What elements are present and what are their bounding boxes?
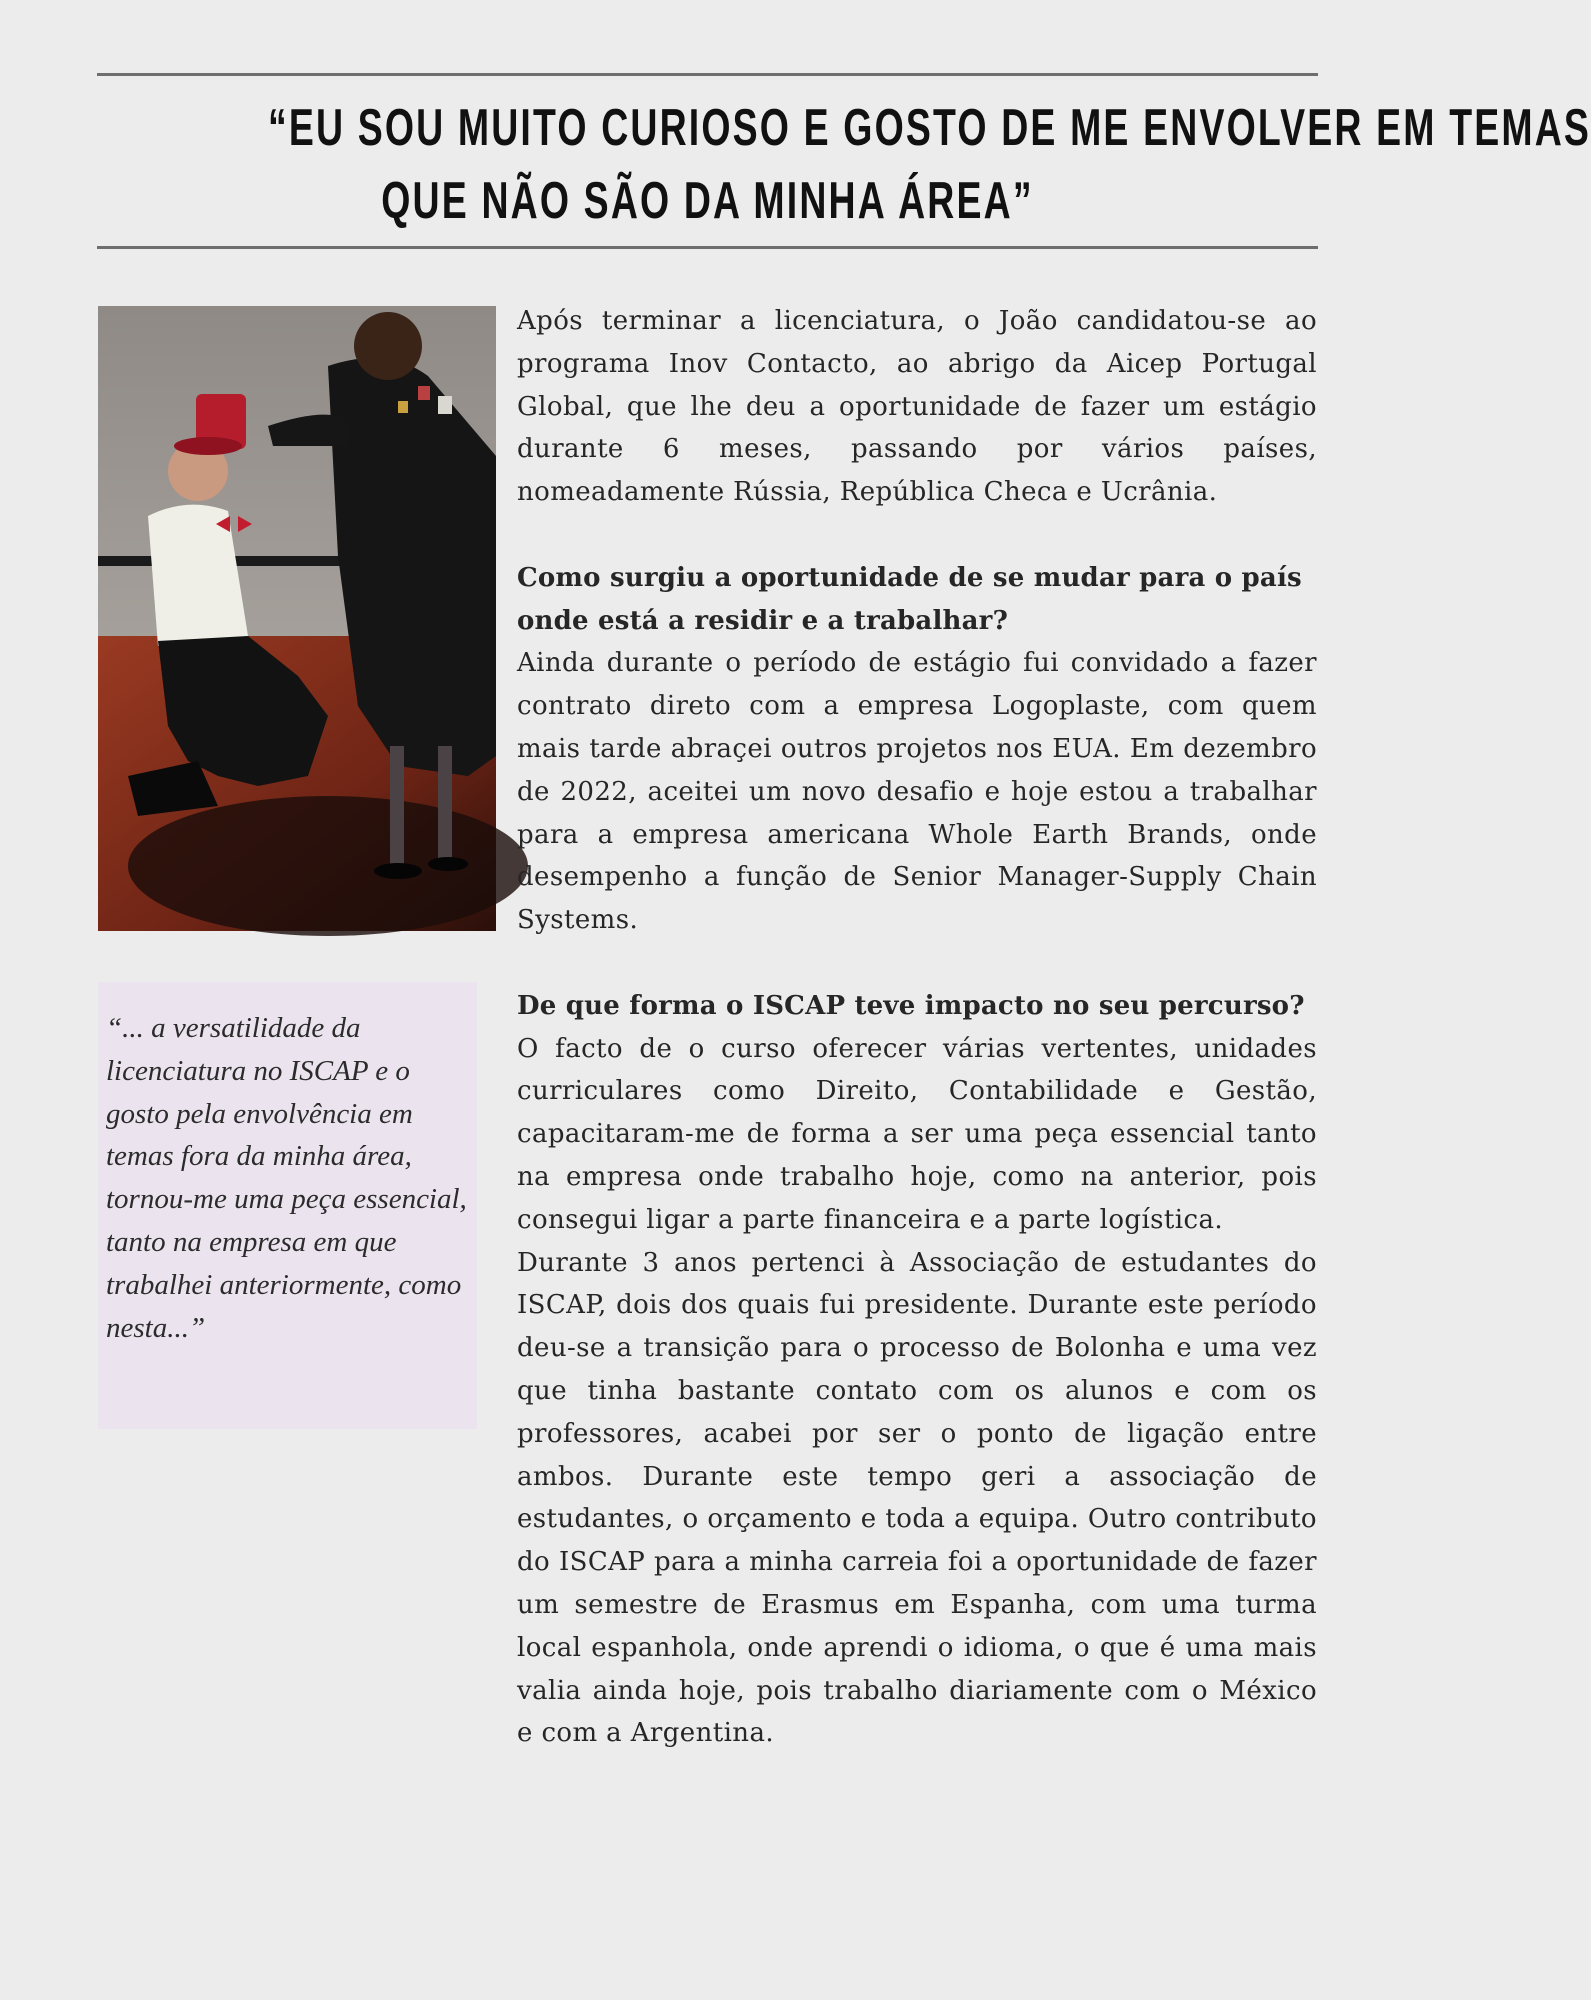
answer-1: Ainda durante o período de estágio fui convidado a fazer contrato direto com a empresa Logoplaste, com quem mais tarde abraçei outros projetos nos EUA. Em dezembro de 2022, aceitei um novo desafio e hoje estou a trabalhar para a empresa americana Whole Earth Brands, onde desempenho a função de Senior Manager-Supply Chain Systems.	[517, 648, 1317, 936]
photo-graduation-ceremony-icon	[98, 306, 496, 931]
pull-quote-box	[98, 982, 477, 1429]
headline	[267, 92, 1591, 238]
headline-line-2: QUE NÃO SÃO DA MINHA ÁREA”	[381, 172, 1034, 230]
headline-top-rule	[97, 73, 1318, 76]
intro-paragraph: Após terminar a licenciatura, o João candidatou-se ao programa Inov Contacto, ao abrigo da Aicep Portugal Global, que lhe deu a oportunidade de fazer um estágio durante 6 meses, passando por vários países, nomeadamente Rússia, República Checa e Ucrânia.	[517, 306, 1317, 508]
pull-quote: “... a versatilidade da licenciatura no ISCAP e o gosto pela envolvência em temas fora da minha área, tornou-me uma peça essencial, tanto na empresa em que trabalhei anteriormente, como nesta...”	[106, 1012, 467, 1344]
question-1: Como surgiu a oportunidade de se mudar para o país onde está a residir e a trabalhar?	[517, 562, 1302, 636]
question-2: De que forma o ISCAP teve impacto no seu percurso?	[517, 990, 1305, 1021]
paragraph-spacer	[517, 514, 1317, 557]
graduation-photo	[98, 306, 496, 931]
article-body	[517, 300, 1317, 1755]
answer-2-paragraph-2: Durante 3 anos pertenci à Associação de estudantes do ISCAP, dois dos quais fui presidente. Durante este período deu-se a transição para o processo de Bolonha e uma vez que tinha bastante contato com os alunos e com os professores, acabei por ser o ponto de ligação entre ambos. Durante este tempo geri a associação de estudantes, o orçamento e toda a equipa. Outro contributo do ISCAP para a minha carreia foi a oportunidade de fazer um semestre de Erasmus em Espanha, com uma turma local espanhola, onde aprendi o idioma, o que é uma mais valia ainda hoje, pois trabalho diariamente com o México e com a Argentina.	[517, 1247, 1317, 1749]
headline-bottom-rule	[97, 246, 1318, 249]
answer-2-paragraph-1: O facto de o curso oferecer várias vertentes, unidades curriculares como Direito, Contabilidade e Gestão, capacitaram-me de forma a ser uma peça essencial tanto na empresa onde trabalho hoje, como na anterior, pois consegui ligar a parte financeira e a parte logística.	[517, 1033, 1317, 1235]
headline-line-1: “EU SOU MUITO CURIOSO E GOSTO DE ME ENVOLVER EM TEMAS	[267, 99, 1591, 157]
paragraph-spacer	[517, 942, 1317, 985]
